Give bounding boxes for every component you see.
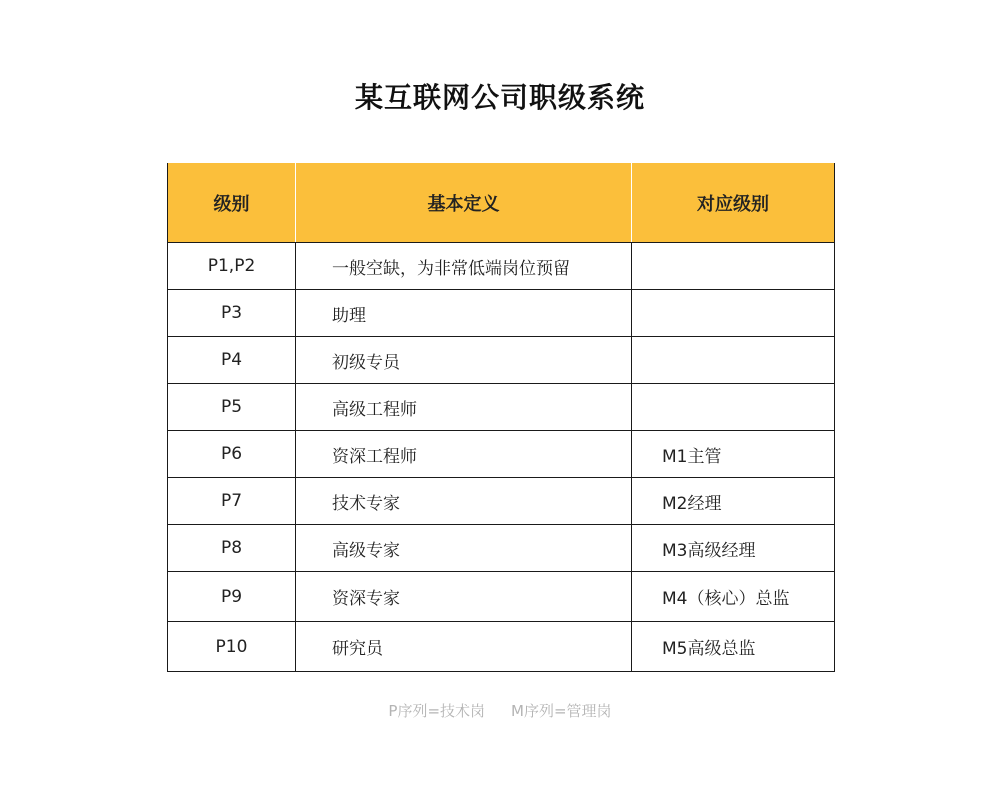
management-cell — [632, 337, 835, 384]
management-cell — [632, 243, 835, 290]
level-cell: P4 — [168, 337, 296, 384]
management-cell: M1主管 — [632, 431, 835, 478]
level-table — [167, 163, 835, 672]
level-cell: P7 — [168, 478, 296, 525]
management-cell — [632, 384, 835, 431]
table-row — [168, 622, 835, 672]
level-cell: P1,P2 — [168, 243, 296, 290]
definition-cell: 一般空缺，为非常低端岗位预留 — [296, 243, 632, 290]
footnote-p-series: P序列=技术岗 — [388, 702, 486, 720]
table-row — [168, 337, 835, 384]
table-row — [168, 290, 835, 337]
level-cell: P8 — [168, 525, 296, 572]
page-title: 某互联网公司职级系统 — [354, 81, 645, 114]
definition-cell: 助理 — [296, 290, 632, 337]
table-row — [168, 384, 835, 431]
definition-cell: 资深专家 — [296, 572, 632, 622]
footnote-m-series: M序列=管理岗 — [511, 702, 612, 720]
definition-cell: 研究员 — [296, 622, 632, 672]
level-cell: P6 — [168, 431, 296, 478]
table-header-row — [168, 163, 835, 243]
management-cell — [632, 290, 835, 337]
management-cell: M2经理 — [632, 478, 835, 525]
header-level: 级别 — [168, 163, 296, 243]
level-cell: P5 — [168, 384, 296, 431]
definition-cell: 初级专员 — [296, 337, 632, 384]
definition-cell: 资深工程师 — [296, 431, 632, 478]
management-cell: M5高级总监 — [632, 622, 835, 672]
definition-cell: 技术专家 — [296, 478, 632, 525]
table-row — [168, 243, 835, 290]
header-management: 对应级别 — [632, 163, 835, 243]
table-row — [168, 525, 835, 572]
footnote — [0, 701, 1000, 721]
definition-cell: 高级工程师 — [296, 384, 632, 431]
level-cell: P9 — [168, 572, 296, 622]
table-row — [168, 478, 835, 525]
table-row — [168, 572, 835, 622]
level-cell: P10 — [168, 622, 296, 672]
definition-cell: 高级专家 — [296, 525, 632, 572]
management-cell: M3高级经理 — [632, 525, 835, 572]
level-cell: P3 — [168, 290, 296, 337]
management-cell: M4（核心）总监 — [632, 572, 835, 622]
table-row — [168, 431, 835, 478]
header-definition: 基本定义 — [296, 163, 632, 243]
